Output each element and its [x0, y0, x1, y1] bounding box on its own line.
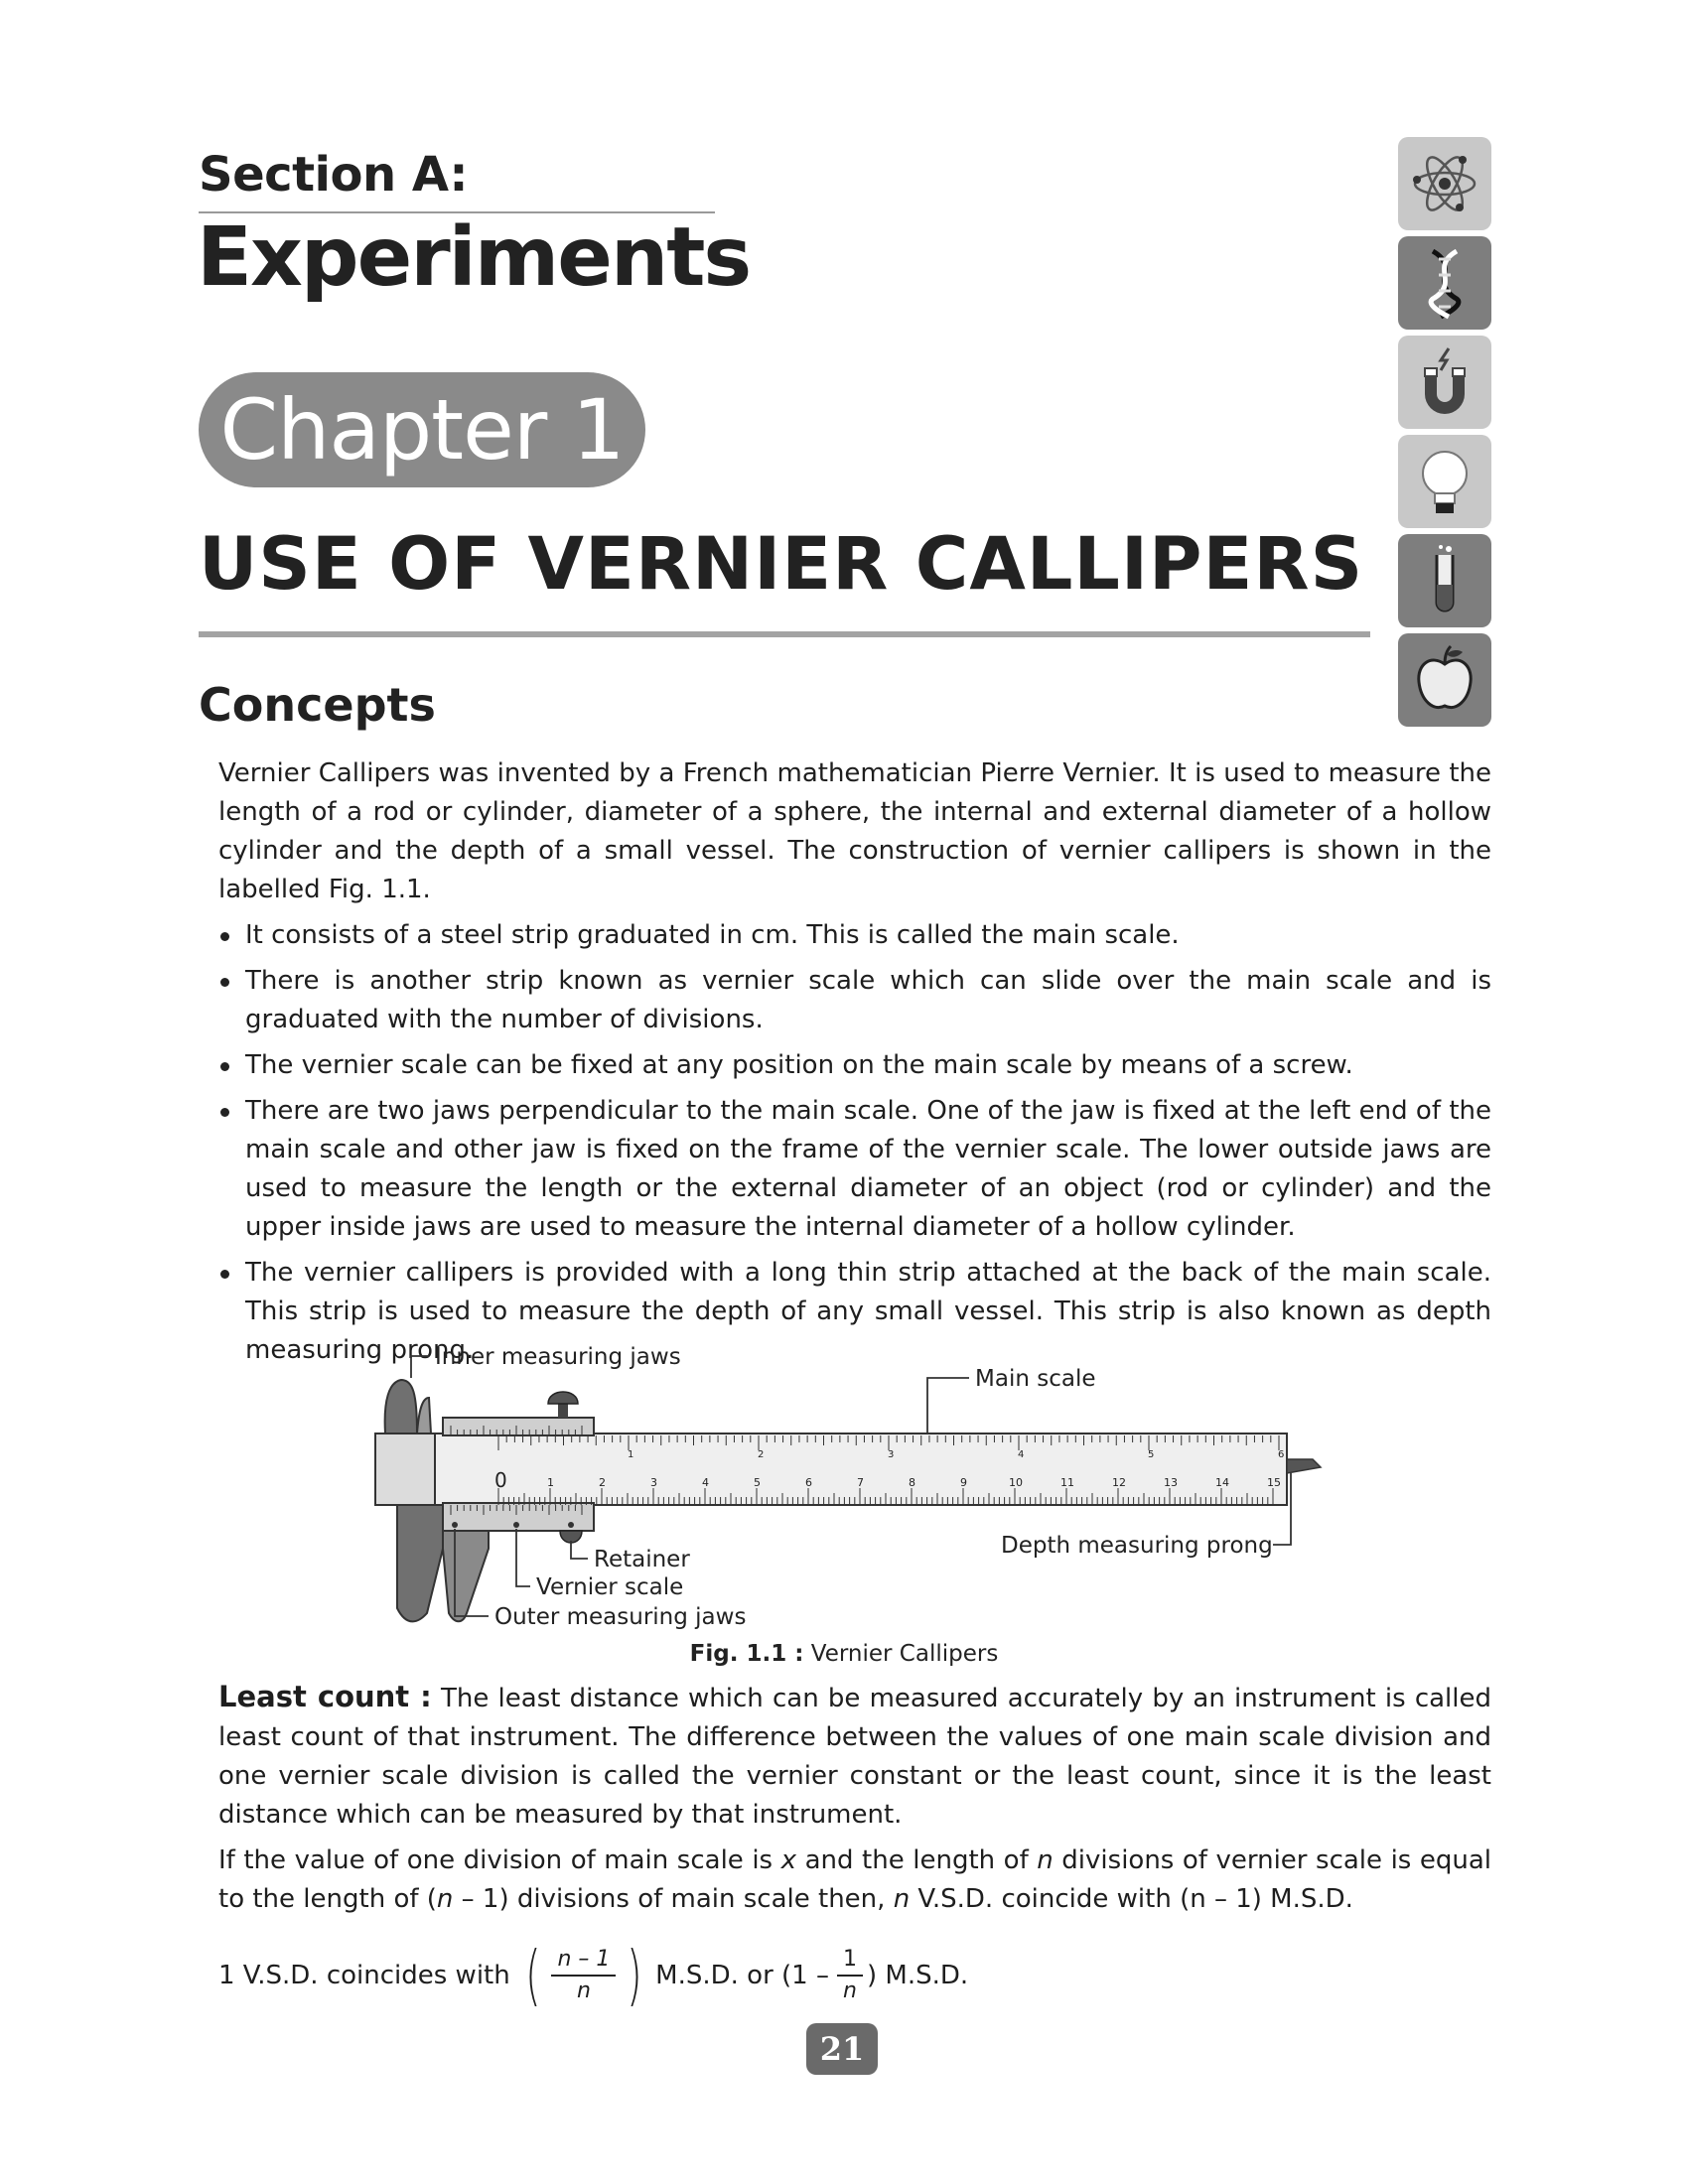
- fraction-numerator: n – 1: [551, 1945, 616, 1977]
- label-main-scale: Main scale: [975, 1366, 1096, 1392]
- least-count-formula: [218, 1936, 968, 2015]
- label-depth-prong: Depth measuring prong: [1001, 1533, 1273, 1559]
- label-retainer: Retainer: [594, 1547, 690, 1572]
- figure-number: Fig. 1.1 :: [689, 1641, 804, 1667]
- fraction-denominator: n: [576, 1979, 591, 2003]
- scale-number: 8: [909, 1476, 915, 1489]
- fraction-n-minus-1-over-n: [551, 1945, 616, 2006]
- list-item: There are two jaws perpendicular to the main scale. One of the jaw is fixed at the left end of the main scale and other jaw is fixed on the frame of the vernier scale. The lower outside jaws are used to measure the length or the external diameter of an object (rod or cylinder) and the upper inside jaws are used to measure the internal diameter of a hollow cylinder.: [218, 1092, 1491, 1247]
- variable-n: n: [893, 1884, 911, 1914]
- fraction-numerator: 1: [837, 1945, 863, 1977]
- section-title: Experiments: [197, 210, 751, 305]
- concepts-heading: Concepts: [199, 678, 436, 732]
- variable-n: n: [1037, 1845, 1054, 1875]
- text-run: – 1) divisions of main scale then,: [453, 1884, 894, 1914]
- least-count-section: [218, 1678, 1491, 1919]
- scale-number: 7: [857, 1476, 864, 1489]
- formula-suffix: ) M.S.D.: [866, 1961, 969, 1990]
- text-run: and the length of: [796, 1845, 1038, 1875]
- scale-number: 1: [628, 1449, 634, 1460]
- scale-number: 13: [1164, 1476, 1178, 1489]
- fraction-denominator: n: [843, 1979, 857, 2003]
- scale-number: 6: [1278, 1449, 1285, 1460]
- scale-number: 6: [805, 1476, 812, 1489]
- scale-number: 3: [888, 1449, 895, 1460]
- list-item: The vernier scale can be fixed at any position on the main scale by means of a screw.: [218, 1046, 1491, 1085]
- scale-number: 14: [1215, 1476, 1229, 1489]
- scale-number: 10: [1009, 1476, 1023, 1489]
- scale-number: 9: [960, 1476, 967, 1489]
- list-item: It consists of a steel strip graduated in cm. This is called the main scale.: [218, 916, 1491, 955]
- scale-number: 2: [599, 1476, 606, 1489]
- least-count-relation: [218, 1842, 1491, 1919]
- scale-number: 12: [1112, 1476, 1126, 1489]
- scale-number: 1: [547, 1476, 554, 1489]
- scale-number: 11: [1060, 1476, 1074, 1489]
- concepts-intro: Vernier Callipers was invented by a French mathematician Pierre Vernier. It is used to measure the length of a rod or cylinder, diameter of a sphere, the internal and external diameter of a hollow cylinder and the depth of a small vessel. The construction of vernier callipers is shown in the labelled Fig. 1.1.: [218, 758, 1491, 904]
- variable-x: x: [780, 1845, 797, 1875]
- variable-n: n: [436, 1884, 454, 1914]
- scale-number: 4: [702, 1476, 709, 1489]
- text-run: divisions of vernier scale is equal to the length of (: [218, 1845, 1492, 1914]
- label-vernier-scale: Vernier scale: [536, 1574, 684, 1600]
- scale-number: 3: [650, 1476, 657, 1489]
- formula-middle: M.S.D. or (1 –: [655, 1961, 829, 1990]
- scale-number: 4: [1018, 1449, 1025, 1460]
- label-inner-jaws: Inner measuring jaws: [435, 1344, 681, 1370]
- left-paren: (: [524, 1937, 541, 2013]
- fraction-1-over-n: [837, 1945, 863, 2006]
- formula-prefix: 1 V.S.D. coincides with: [218, 1961, 510, 1990]
- scale-number: 5: [1148, 1449, 1155, 1460]
- scale-number: 2: [758, 1449, 765, 1460]
- chapter-badge: Chapter 1: [199, 372, 645, 487]
- least-count-text: The least distance which can be measured accurately by an instrument is called least count of that instrument. The difference between the values of one main scale division and one vernier scale division is called the vernier constant or the least count, since it is the least distance which can be measured by that instrument.: [218, 1684, 1492, 1830]
- least-count-heading: Least count :: [218, 1680, 432, 1713]
- page-number: 21: [806, 2023, 878, 2075]
- right-paren: ): [627, 1937, 643, 2013]
- scale-number: 5: [754, 1476, 761, 1489]
- list-item: The vernier callipers is provided with a long thin strip attached at the back of the main scale. This strip is used to measure the depth of any small vessel. This strip is also known as depth measuring prong.: [218, 1254, 1491, 1370]
- figure-caption-text: Vernier Callipers: [810, 1641, 999, 1667]
- text-run: If the value of one division of main scale is: [218, 1845, 781, 1875]
- text-run: V.S.D. coincide with (n – 1) M.S.D.: [910, 1884, 1353, 1914]
- scale-number: 0: [494, 1468, 507, 1492]
- scale-number: 15: [1267, 1476, 1281, 1489]
- label-outer-jaws: Outer measuring jaws: [494, 1604, 747, 1630]
- list-item: There is another strip known as vernier scale which can slide over the main scale and is graduated with the number of divisions.: [218, 962, 1491, 1039]
- least-count-paragraph: [218, 1678, 1491, 1835]
- figure-caption: [0, 1641, 1688, 1667]
- chapter-title: USE OF VERNIER CALLIPERS: [199, 522, 1364, 607]
- section-label: Section A:: [199, 147, 469, 203]
